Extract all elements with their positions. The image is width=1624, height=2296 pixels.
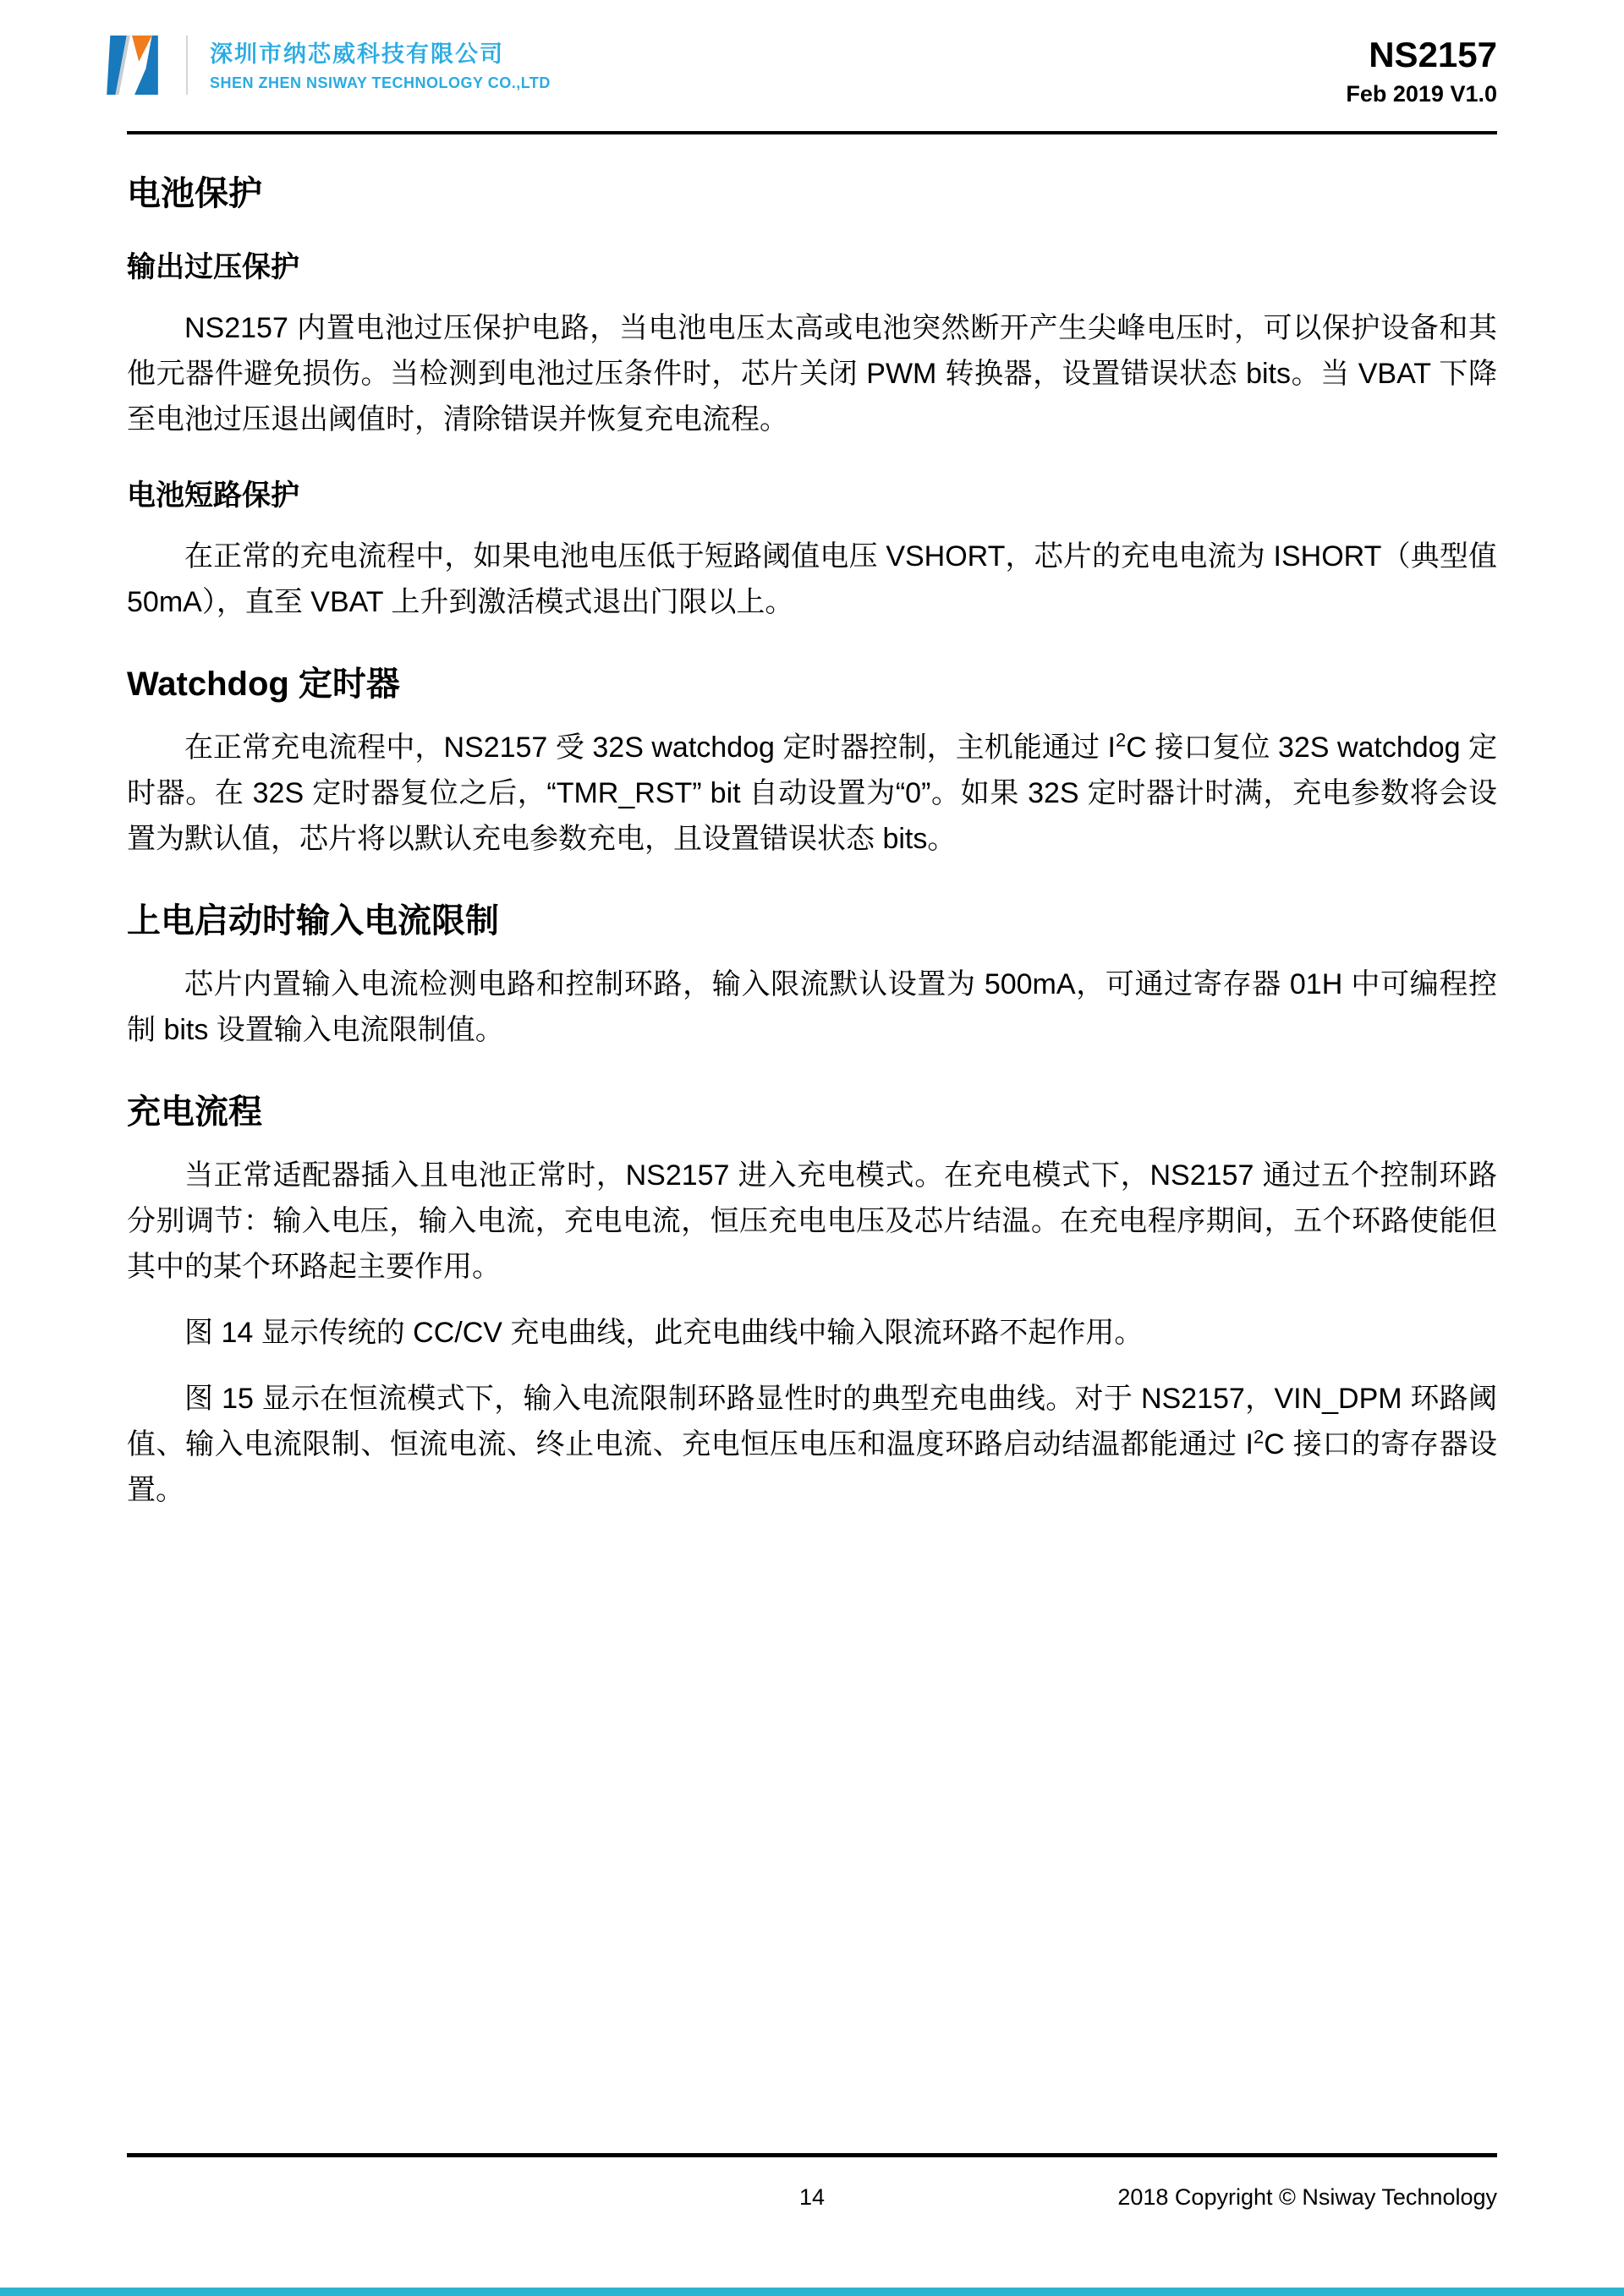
copyright-notice: 2018 Copyright © Nsiway Technology — [1117, 2184, 1497, 2210]
footer-row — [127, 2184, 1497, 2213]
paragraph-watchdog-text-pre: 在正常充电流程中，NS2157 受 32S watchdog 定时器控制，主机能通过 I — [184, 732, 1116, 764]
subsection-title-battery-short: 电池短路保护 — [127, 479, 299, 512]
section-title-charge-flow: 充电流程 — [127, 1093, 262, 1131]
subsection-title-output-ovp: 输出过压保护 — [127, 251, 299, 283]
section-title-battery-protection: 电池保护 — [127, 175, 262, 212]
paragraph-figure14-reference: 图 14 显示传统的 CC/CV 充电曲线，此充电曲线中输入限流环路不起作用。 — [184, 1317, 1144, 1349]
paragraph-figure15-text-pre: 图 15 显示在恒流模式下，输入电流限制环路显性时的典型充电曲线。对于 NS2157，VIN_DPM 环路阈值、输入电流限制、恒流电流、终止电流、充电恒压电压和温度环路启动结温都能通过 I — [127, 1383, 1497, 1460]
paragraph-figure15-superscript: 2 — [1253, 1426, 1265, 1448]
company-name-en: SHEN ZHEN NSIWAY TECHNOLOGY CO.,LTD — [210, 74, 551, 91]
company-names — [210, 39, 551, 92]
paragraph-inrush-limit: 芯片内置输入电流检测电路和控制环路，输入限流默认设置为 500mA，可通过寄存器 01H 中可编程控制 bits 设置输入电流限制值。 — [127, 968, 1497, 1046]
document-body — [0, 173, 1624, 1513]
company-logo-icon — [95, 34, 169, 96]
page-footer — [127, 2153, 1497, 2213]
paragraph-charge-flow-overview: 当正常适配器插入且电池正常时，NS2157 进入充电模式。在充电模式下，NS2157 通过五个控制环路分别调节：输入电压，输入电流，充电电流，恒压充电电压及芯片结温。在充电程序期间，五个环路使能但其中的某个环路起主要作用。 — [127, 1159, 1497, 1283]
company-brand — [95, 34, 551, 96]
footer-rule — [127, 2153, 1497, 2157]
section-title-watchdog: Watchdog 定时器 — [127, 666, 400, 703]
bottom-accent-bar — [0, 2288, 1624, 2296]
paragraph-watchdog-text-post: C 接口复位 32S watchdog 定时器。在 32S 定时器复位之后，“TMR_RST” bit 自动设置为“0”。如果 32S 定时器计时满，充电参数将会设置为默认值，芯片将以默认充电参数充电，且设置错误状态 bits。 — [127, 732, 1497, 855]
paragraph-figure15-reference — [127, 1376, 1497, 1513]
logo-divider — [186, 36, 188, 95]
section-title-inrush-limit: 上电启动时输入电流限制 — [127, 902, 499, 940]
page-header — [0, 0, 1624, 107]
paragraph-watchdog-superscript: 2 — [1115, 729, 1127, 751]
company-name-cn: 深圳市纳芯威科技有限公司 — [210, 41, 504, 67]
part-number: NS2157 — [1369, 35, 1497, 74]
document-id — [1346, 36, 1497, 107]
page-number: 14 — [798, 2184, 826, 2210]
revision-date: Feb 2019 V1.0 — [1346, 81, 1497, 107]
header-rule — [127, 131, 1497, 134]
paragraph-watchdog — [127, 725, 1497, 862]
paragraph-figure15-text-post: C 接口的寄存器设置。 — [127, 1428, 1498, 1506]
paragraph-output-ovp: NS2157 内置电池过压保护电路，当电池电压太高或电池突然断开产生尖峰电压时，可以保护设备和其他元器件避免损伤。当检测到电池过压条件时，芯片关闭 PWM 转换器，设置错误状态 bits。当 VBAT 下降至电池过压退出阈值时，清除错误并恢复充电流程。 — [127, 312, 1497, 436]
paragraph-battery-short: 在正常的充电流程中，如果电池电压低于短路阈值电压 VSHORT，芯片的充电电流为 ISHORT（典型值 50mA），直至 VBAT 上升到激活模式退出门限以上。 — [127, 540, 1497, 618]
